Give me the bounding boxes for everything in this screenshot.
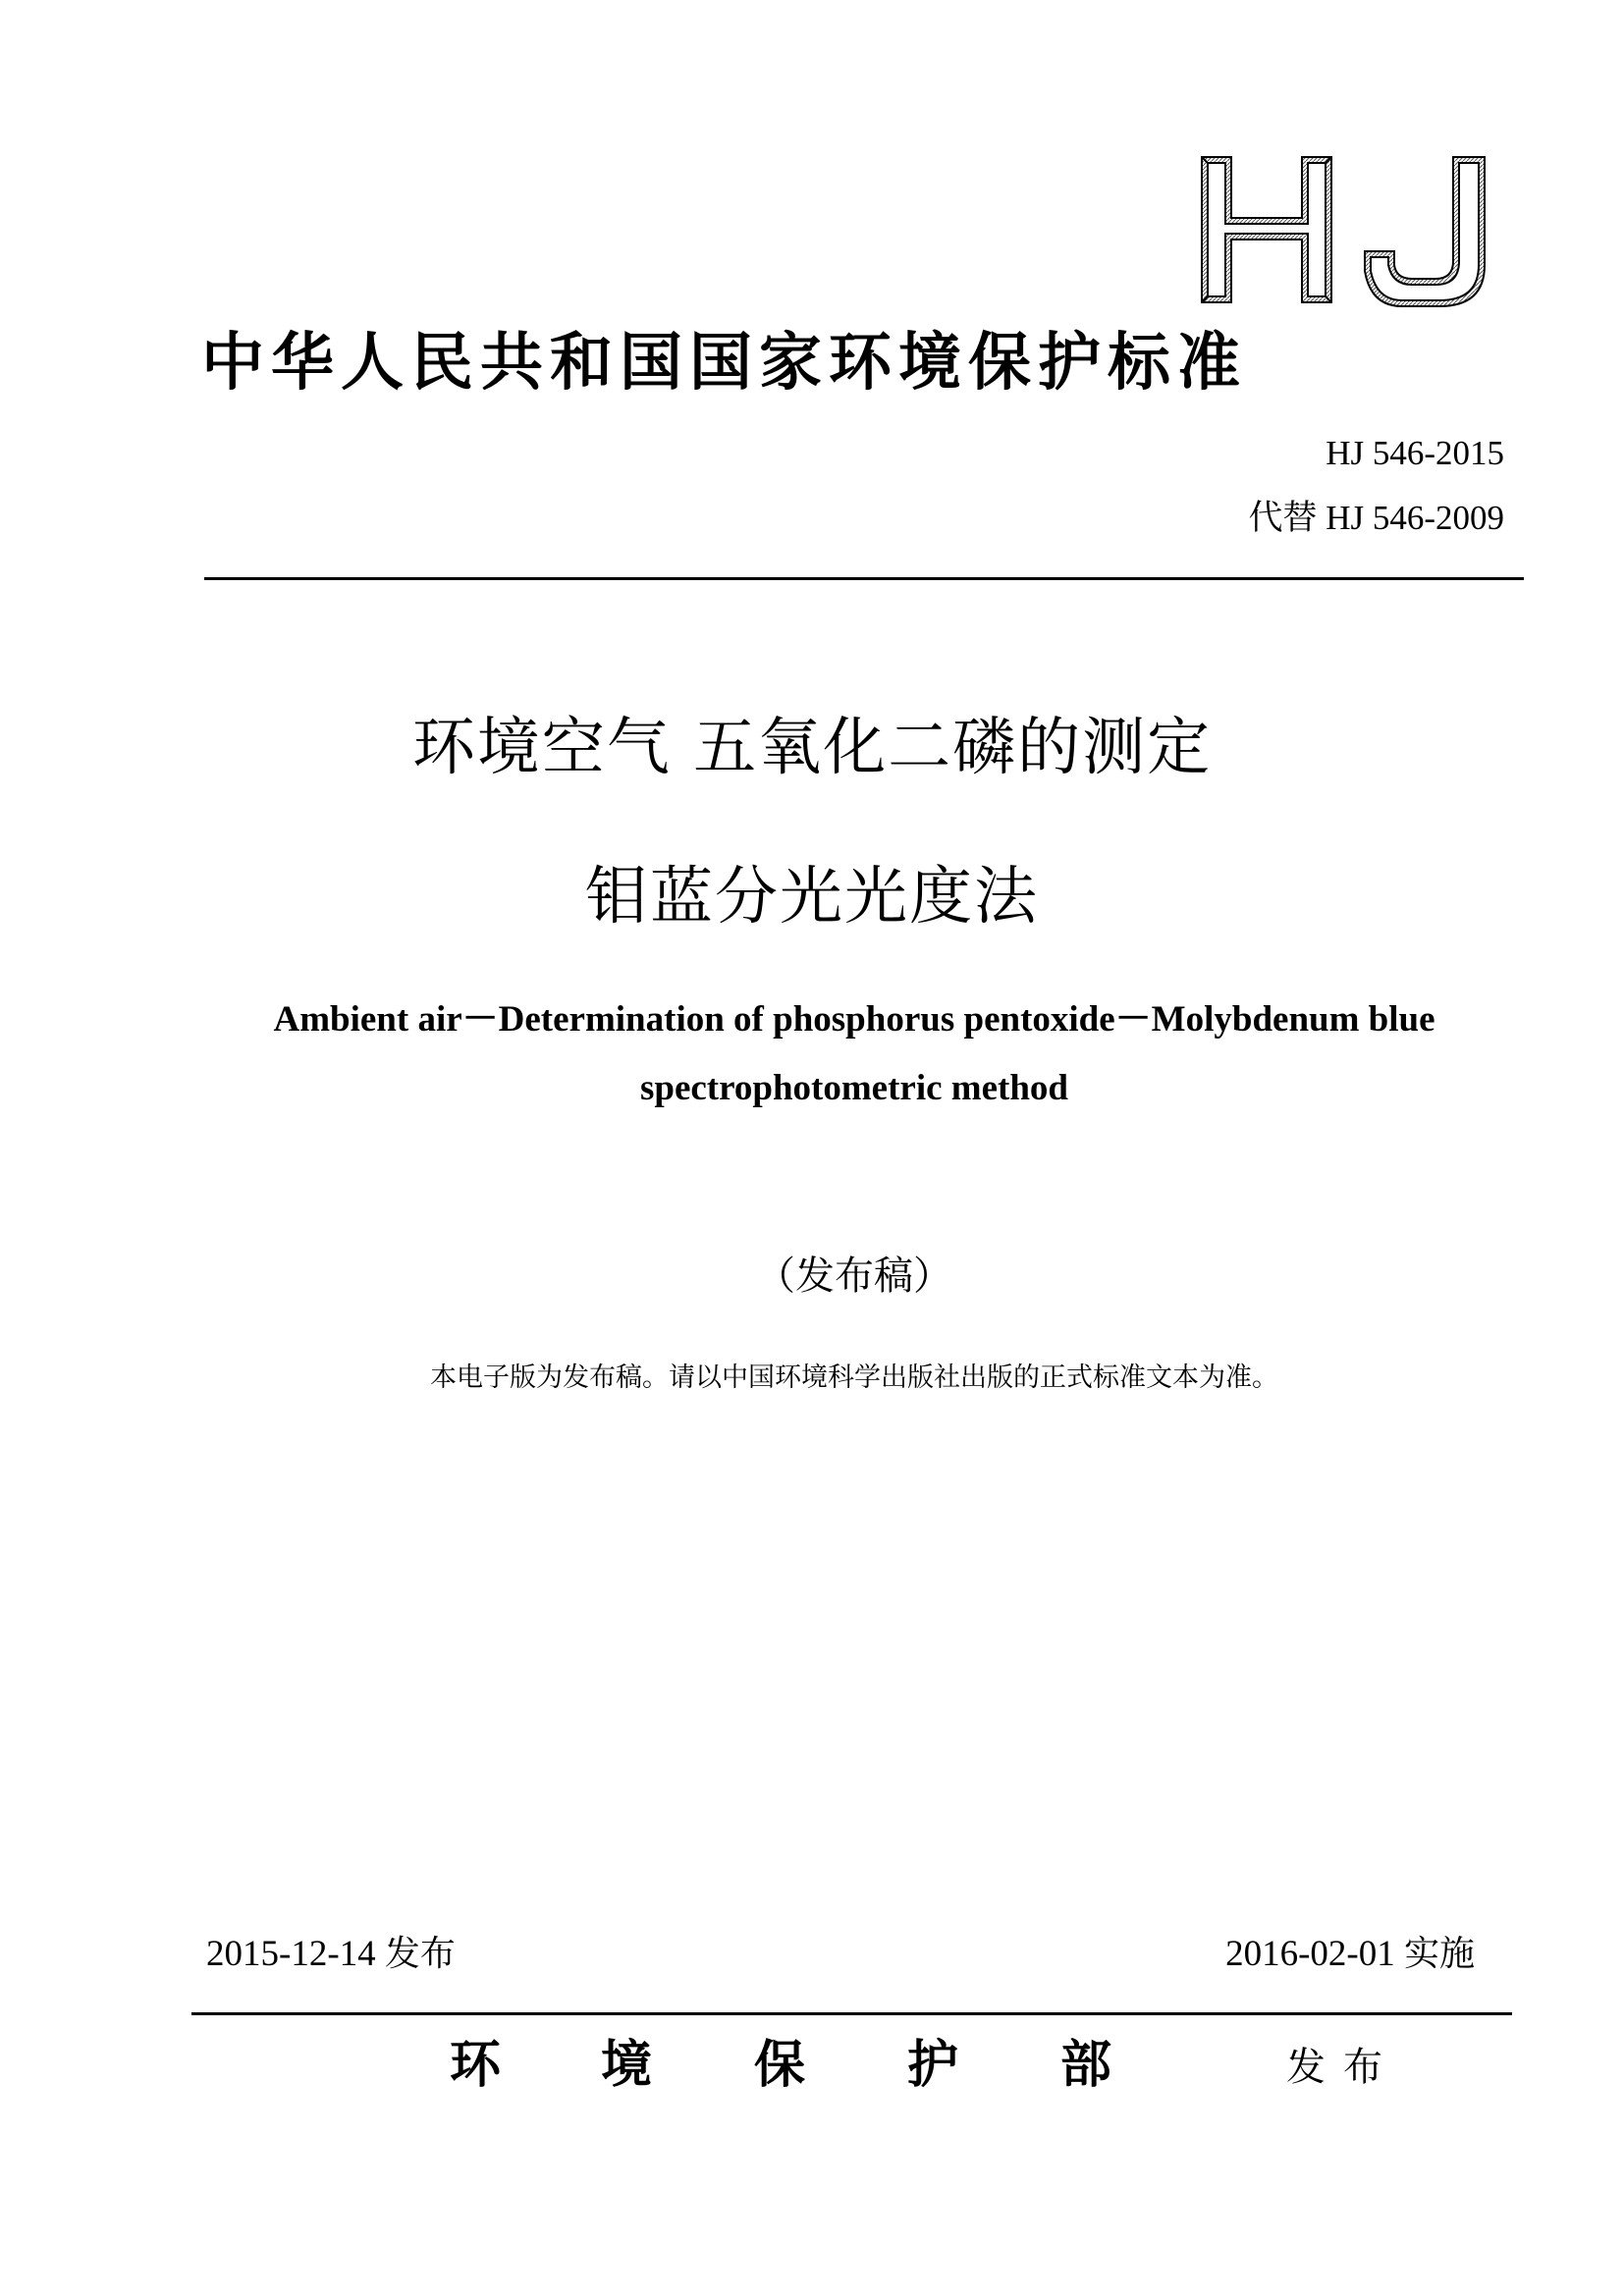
- issue-date-block: [206, 1936, 456, 1972]
- title-en-line-2: spectrophotometric method: [639, 1068, 1069, 1108]
- implementation-date: 2016-02-01: [1225, 1934, 1395, 1974]
- national-standard-title: 中华人民共和国国家环境保护标准: [201, 327, 1247, 400]
- publisher-char: 护: [907, 2035, 959, 2095]
- publisher-row: [0, 2035, 1624, 2109]
- bottom-divider: [191, 2012, 1512, 2015]
- title-cn-line-1: 环境空气 五氧化二磷的测定: [411, 712, 1213, 784]
- title-cn-line-2: 钼蓝分光光度法: [585, 861, 1039, 934]
- top-divider: [204, 577, 1524, 580]
- implementation-word: 实施: [1403, 1934, 1475, 1974]
- standard-number: HJ 546-2015: [1326, 434, 1504, 472]
- hj-logo: [1196, 149, 1490, 311]
- logo-letter-h: [1202, 157, 1331, 302]
- implementation-date-block: [1225, 1936, 1475, 1972]
- title-en-line-1: Ambient air－Determination of phosphorus pentoxide－Molybdenum blue: [273, 999, 1435, 1040]
- publisher-char: 环: [450, 2035, 502, 2095]
- issue-date: 2015-12-14: [206, 1934, 376, 1974]
- draft-label: （发布稿）: [756, 1254, 952, 1299]
- publisher-char: 部: [1060, 2035, 1112, 2095]
- logo-letter-j: [1365, 157, 1485, 306]
- replaces-standard: 代替 HJ 546-2009: [1248, 499, 1504, 537]
- publisher-char: 境: [601, 2035, 653, 2095]
- publish-word: 发布: [1286, 2045, 1400, 2090]
- issue-word: 发布: [384, 1934, 456, 1974]
- edition-note: 本电子版为发布稿。请以中国环境科学出版社出版的正式标准文本为准。: [430, 1362, 1278, 1393]
- publisher-char: 保: [754, 2035, 806, 2095]
